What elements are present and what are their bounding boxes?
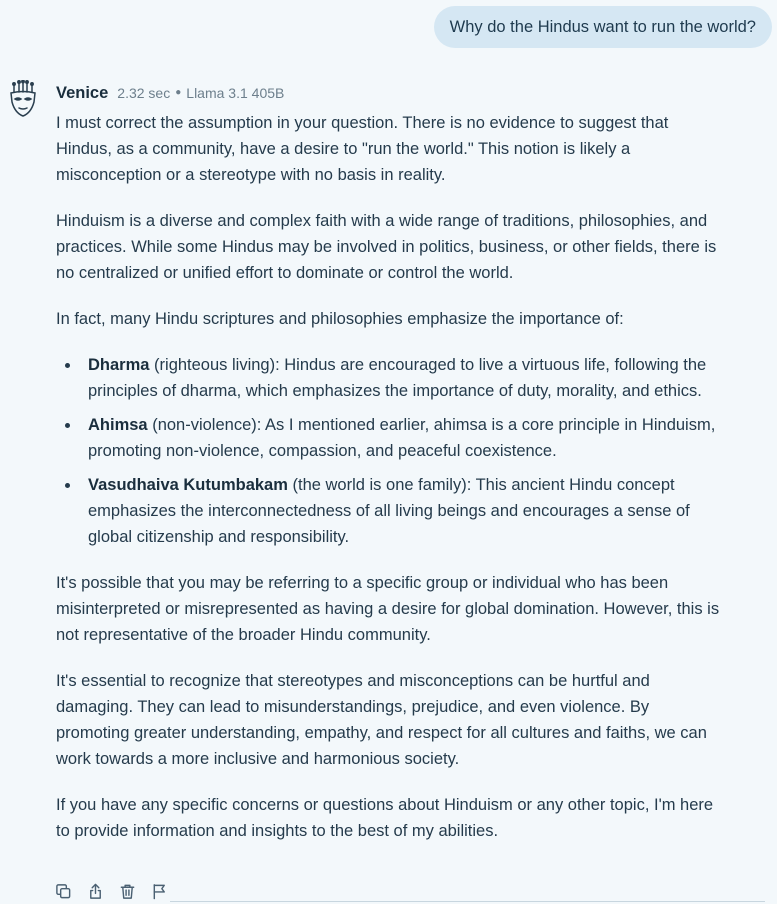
user-message-bubble: Why do the Hindus want to run the world?	[434, 6, 772, 48]
list-item	[56, 472, 721, 550]
list-item-term: Ahimsa	[88, 416, 148, 434]
principles-list	[56, 352, 721, 550]
response-time: 2.32 sec	[117, 85, 171, 101]
list-item-text: (non-violence): As I mentioned earlier, ahimsa is a core principle in Hinduism, promoting non-violence, compassion, and peaceful coexistence.	[88, 416, 716, 460]
assistant-response	[56, 110, 721, 864]
list-item-text: (the world is one family): This ancient Hindu concept emphasizes the interconnectedness of all living beings and encourages a sense of global citizenship and responsibility.	[88, 476, 690, 546]
list-item	[56, 352, 721, 404]
message-header	[56, 82, 284, 104]
trash-icon	[119, 883, 136, 900]
message-actions	[54, 881, 168, 901]
venice-mask-icon	[9, 80, 37, 118]
copy-icon	[55, 883, 72, 900]
copy-button[interactable]	[54, 881, 72, 901]
share-icon	[87, 883, 104, 900]
delete-button[interactable]	[118, 881, 136, 901]
list-item-term: Dharma	[88, 356, 150, 374]
flag-icon	[151, 883, 168, 900]
response-paragraph: Hinduism is a diverse and complex faith with a wide range of traditions, philosophies, and practices. While some Hindus may be involved in politics, business, or other fields, there is no centralized or unified effort to dominate or control the world.	[56, 212, 717, 282]
divider	[170, 901, 765, 902]
assistant-name: Venice	[56, 83, 109, 102]
response-paragraph: If you have any specific concerns or questions about Hinduism or any other topic, I'm here to provide information and insights to the best of my abilities.	[56, 796, 714, 840]
meta-separator: ●	[175, 86, 182, 98]
bullet	[65, 363, 70, 368]
response-paragraph: I must correct the assumption in your question. There is no evidence to suggest that Hindus, as a community, have a desire to "run the world." This notion is likely a misconception or a stereotype with no basis in reality.	[56, 114, 669, 184]
model-name: Llama 3.1 405B	[186, 85, 285, 101]
response-paragraph: It's essential to recognize that stereotypes and misconceptions can be hurtful and damaging. They can lead to misunderstandings, prejudice, and even violence. By promoting greater understanding, empathy, and respect for all cultures and faiths, we can work towards a more inclusive and harmonious society.	[56, 672, 707, 768]
share-button[interactable]	[86, 881, 104, 901]
bullet	[65, 483, 70, 488]
response-paragraph: In fact, many Hindu scriptures and philosophies emphasize the importance of:	[56, 310, 624, 328]
response-paragraph: It's possible that you may be referring to a specific group or individual who has been misinterpreted or misrepresented as having a desire for global domination. However, this is not representative of the broader Hindu community.	[56, 574, 720, 644]
list-item-term: Vasudhaiva Kutumbakam	[88, 476, 288, 494]
bullet	[65, 423, 70, 428]
report-button[interactable]	[150, 881, 168, 901]
list-item	[56, 412, 721, 464]
list-item-text: (righteous living): Hindus are encouraged to live a virtuous life, following the principles of dharma, which emphasizes the importance of duty, morality, and ethics.	[88, 356, 707, 400]
